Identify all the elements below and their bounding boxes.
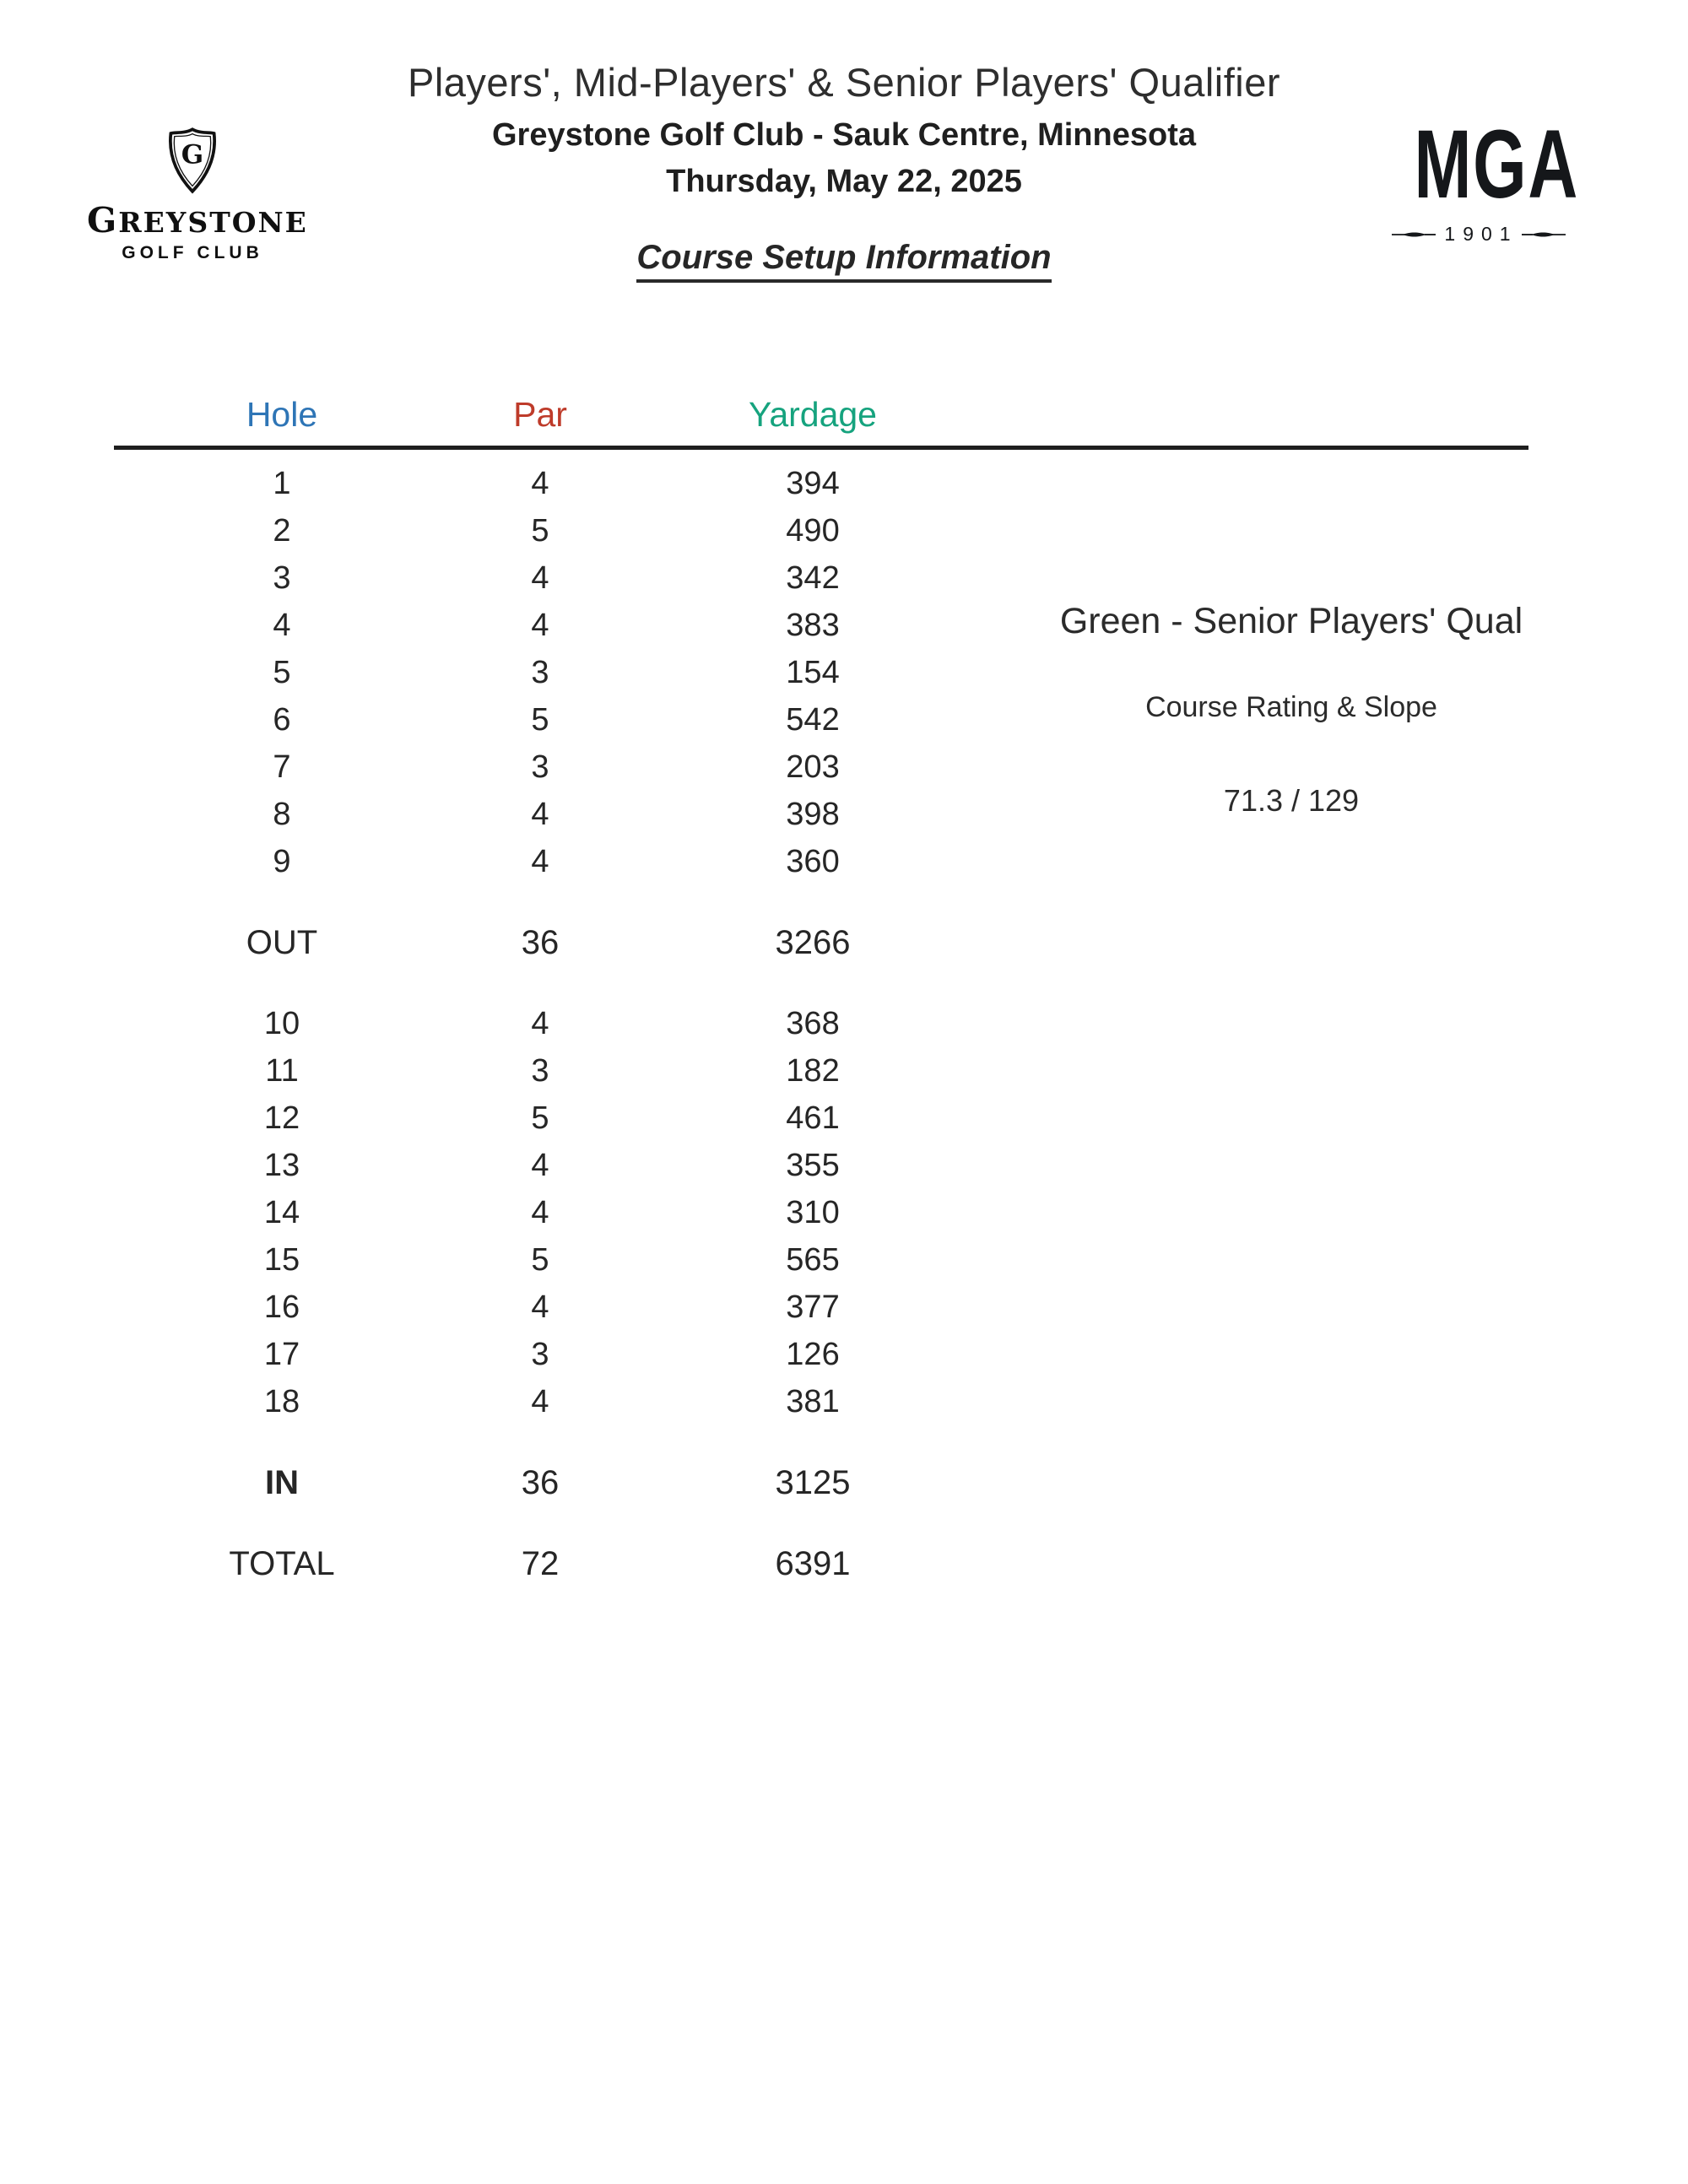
yardage-cell: 360 — [786, 843, 840, 879]
yardage-cell: 182 — [786, 1052, 840, 1089]
row-spacer — [114, 1425, 1528, 1459]
par-cell: 4 — [531, 1289, 549, 1325]
hole-cell: 13 — [263, 1147, 300, 1183]
yardage-cell: 368 — [786, 1005, 840, 1041]
hole-cell: OUT — [246, 923, 318, 961]
mga-logo — [1403, 110, 1579, 246]
row-spacer — [114, 885, 1528, 919]
greystone-monogram: G — [181, 139, 204, 170]
hole-cell: 12 — [263, 1100, 300, 1136]
row-spacer — [114, 1506, 1528, 1540]
yardage-cell: 542 — [786, 701, 840, 738]
date-line: Thursday, May 22, 2025 — [666, 164, 1022, 199]
par-cell: 3 — [531, 749, 549, 785]
yardage-cell: 355 — [786, 1147, 840, 1183]
flourish-right-icon — [1522, 229, 1566, 241]
yardage-cell: 383 — [786, 607, 840, 643]
hole-row — [114, 1284, 1528, 1331]
par-cell: 36 — [521, 1463, 560, 1501]
yardage-cell: 342 — [786, 560, 840, 596]
greystone-wordmark: GREYSTONE — [87, 199, 308, 241]
hole-cell: 3 — [273, 560, 291, 596]
par-cell: 4 — [531, 1194, 549, 1230]
hole-row — [114, 554, 1528, 602]
yardage-cell: 3125 — [775, 1463, 851, 1501]
par-cell: 36 — [521, 923, 560, 961]
hole-cell: 17 — [263, 1336, 300, 1372]
yardage-cell: 394 — [786, 465, 840, 501]
par-cell: 3 — [531, 1336, 549, 1372]
hole-cell: 6 — [273, 701, 291, 738]
col-header-hole: Hole — [246, 395, 318, 434]
hole-cell: 2 — [273, 512, 291, 549]
greystone-subtitle: GOLF CLUB — [122, 243, 263, 262]
rating-slope-value: 71.3 / 129 — [1223, 783, 1360, 818]
par-cell: 3 — [531, 1052, 549, 1089]
par-cell: 4 — [531, 465, 549, 501]
hole-row — [114, 1142, 1528, 1189]
par-cell: 5 — [531, 701, 549, 738]
yardage-cell: 381 — [786, 1383, 840, 1419]
course-table-header — [114, 395, 1528, 435]
hole-row — [114, 507, 1528, 554]
par-cell: 5 — [531, 512, 549, 549]
yardage-cell: 6391 — [775, 1544, 851, 1582]
out-row — [114, 919, 1528, 966]
yardage-cell: 154 — [786, 654, 840, 690]
yardage-cell: 377 — [786, 1289, 840, 1325]
hole-cell: 10 — [263, 1005, 300, 1041]
hole-cell: 11 — [265, 1052, 299, 1089]
par-cell: 72 — [521, 1544, 560, 1582]
total-row — [114, 1540, 1528, 1587]
section-title-text: Course Setup Information — [636, 239, 1051, 283]
hole-row — [114, 1236, 1528, 1284]
yardage-cell: 461 — [786, 1100, 840, 1136]
par-cell: 4 — [531, 1383, 549, 1419]
yardage-cell: 565 — [786, 1241, 840, 1278]
yardage-cell: 126 — [786, 1336, 840, 1372]
tee-info-panel — [996, 601, 1587, 819]
hole-cell: 5 — [273, 654, 291, 690]
in-row — [114, 1459, 1528, 1506]
par-cell: 4 — [531, 796, 549, 832]
mga-acronym: MGA — [1414, 110, 1579, 219]
hole-cell: 8 — [273, 796, 291, 832]
hole-row — [114, 460, 1528, 507]
yardage-cell: 398 — [786, 796, 840, 832]
par-cell: 4 — [531, 607, 549, 643]
mga-year: 1901 — [1444, 223, 1518, 245]
par-cell: 4 — [531, 1005, 549, 1041]
venue-line: Greystone Golf Club - Sauk Centre, Minnesota — [491, 117, 1196, 153]
par-cell: 4 — [531, 843, 549, 879]
hole-row — [114, 1331, 1528, 1378]
yardage-cell: 310 — [786, 1194, 840, 1230]
hole-cell: 15 — [263, 1241, 300, 1278]
yardage-cell: 203 — [786, 749, 840, 785]
rating-slope-label: Course Rating & Slope — [1145, 691, 1437, 723]
hole-cell: 4 — [273, 607, 291, 643]
mga-year-row — [1403, 223, 1555, 246]
yardage-cell: 490 — [786, 512, 840, 549]
hole-row — [114, 838, 1528, 885]
hole-cell: 14 — [263, 1194, 300, 1230]
par-cell: 5 — [531, 1241, 549, 1278]
hole-cell: 18 — [263, 1383, 300, 1419]
par-cell: 4 — [531, 1147, 549, 1183]
col-header-yardage: Yardage — [749, 395, 877, 434]
tee-name: Green - Senior Players' Qual — [1059, 601, 1523, 641]
par-cell: 3 — [531, 654, 549, 690]
par-cell: 4 — [531, 560, 549, 596]
hole-cell: TOTAL — [229, 1544, 335, 1582]
row-spacer — [114, 966, 1528, 1000]
hole-cell: IN — [265, 1463, 299, 1501]
hole-cell: 9 — [273, 843, 291, 879]
hole-cell: 16 — [263, 1289, 300, 1325]
col-header-par: Par — [513, 395, 567, 434]
event-title: Players', Mid-Players' & Senior Players' Qualifier — [407, 60, 1281, 105]
hole-row — [114, 1189, 1528, 1236]
hole-cell: 7 — [273, 749, 291, 785]
par-cell: 5 — [531, 1100, 549, 1136]
yardage-cell: 3266 — [775, 923, 851, 961]
flourish-left-icon — [1392, 229, 1436, 241]
table-header-rule — [114, 446, 1528, 450]
hole-cell: 1 — [273, 465, 291, 501]
hole-row — [114, 1000, 1528, 1047]
hole-row — [114, 1095, 1528, 1142]
hole-row — [114, 1047, 1528, 1095]
hole-row — [114, 1378, 1528, 1425]
